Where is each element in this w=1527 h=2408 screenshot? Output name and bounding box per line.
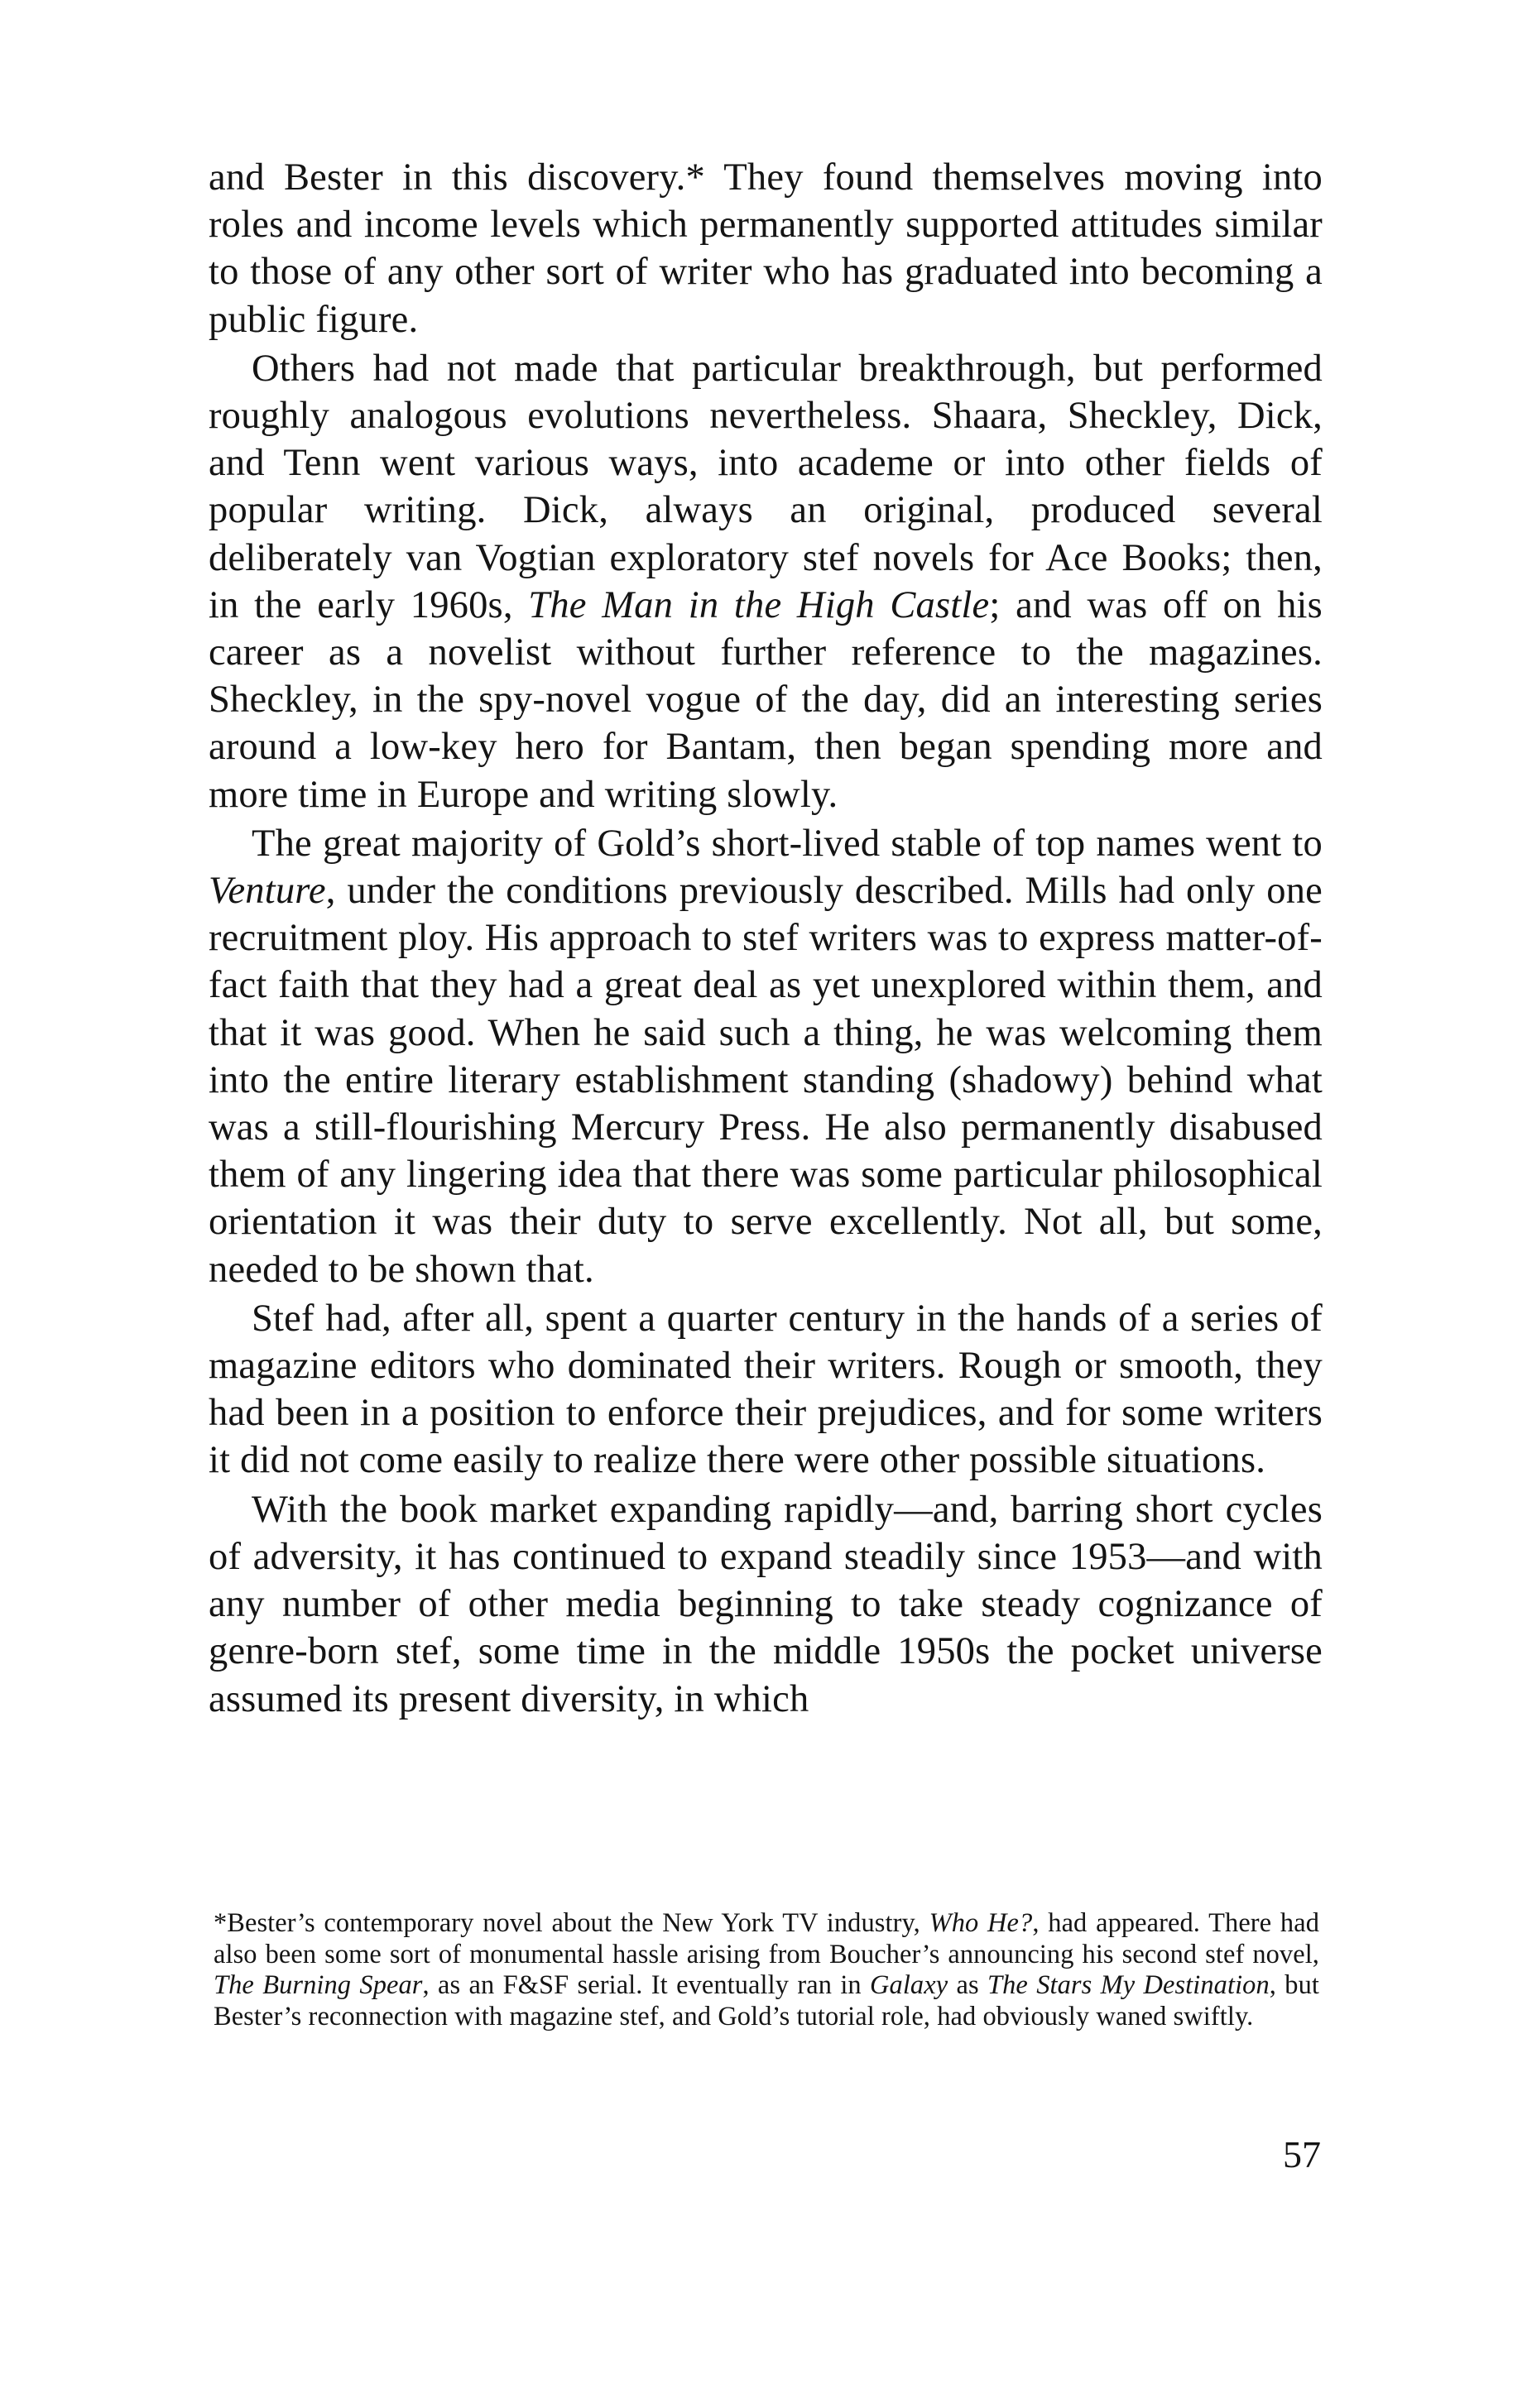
paragraph-2 — [209, 345, 1323, 818]
paragraph-2-text-a: Others had not made that particular breakthrough, but performed roughly analogous evolutions nevertheless. Shaara, Sheckley, Dick, and Tenn went various ways, into academe or into other fields of popular writing. Dick, always an original, produced several deliberately van Vogtian exploratory stef novels for Ace Books; then, in the early 1960s, — [209, 347, 1323, 626]
footnote-text-e: , but Bester’s reconnection with magazine stef, and Gold’s tutorial role, had obviously waned swiftly. — [214, 1970, 1319, 2031]
footnote — [214, 1908, 1319, 2032]
page-body — [209, 154, 1323, 1723]
paragraph-4 — [209, 1295, 1323, 1485]
magazine-title-galaxy: Galaxy — [870, 1970, 948, 2001]
paragraph-5-text: With the book market expanding rapidly—and, barring short cycles of adversity, it has continued to expand steadily since 1953—and with any number of other media beginning to take steady cognizance of genre-born stef, some time in the middle 1950s the pocket universe assumed its present diversity, in which — [209, 1488, 1323, 1720]
footnote-paragraph — [214, 1908, 1319, 2032]
magazine-title-venture: Venture — [209, 870, 326, 913]
book-title-man-in-the-high-castle: The Man in the High Castle — [528, 583, 990, 626]
book-title-who-he: Who He? — [929, 1908, 1033, 1938]
paragraph-3 — [209, 820, 1323, 1293]
footnote-text-d: as — [948, 1970, 987, 2001]
paragraph-5 — [209, 1486, 1323, 1723]
footnote-text-a: *Bester’s contemporary novel about the New York TV industry, — [214, 1908, 929, 1938]
paragraph-1 — [209, 154, 1323, 343]
book-title-stars-my-destination: The Stars My Destination — [987, 1970, 1270, 2001]
paragraph-3-text-a: The great majority of Gold’s short-lived stable of top names went to — [252, 822, 1323, 865]
footnote-text-b: , had appeared. There had also been some sort of monumental hassle arising from Boucher’s announcing his second stef novel, — [214, 1908, 1319, 1969]
book-title-burning-spear: The Burning Spear — [214, 1970, 423, 2001]
paragraph-3-text-b: , under the conditions previously described. Mills had only one recruitment ploy. His approach to stef writers was to express matter-of-fact faith that they had a great deal as yet unexplored within them, and that it was good. When he said such a thing, he was welcoming them into the entire literary establishment standing (shadowy) behind what was a still-flourishing Mercury Press. He also permanently disabused them of any lingering idea that there was some particular philosophical orientation it was their duty to serve excellently. Not all, but some, needed to be shown that. — [209, 870, 1323, 1291]
body-text — [209, 154, 1323, 1723]
page-number: 57 — [1283, 2133, 1321, 2175]
paragraph-4-text: Stef had, after all, spent a quarter century in the hands of a series of magazine editors who dominated their writers. Rough or smooth, they had been in a position to enforce their prejudices, and for some writers it did not come easily to realize there were other possible situations. — [209, 1297, 1323, 1482]
paragraph-1-text: and Bester in this discovery.* They found themselves moving into roles and income levels which permanently supported attitudes similar to those of any other sort of writer who has graduated into becoming a public figure. — [209, 156, 1323, 341]
paragraph-2-text-b: ; and was off on his career as a novelist without further reference to the magazines. Sheckley, in the spy-novel vogue of the day, did an interesting series around a low-key hero for Bantam, then began spending more and more time in Europe and writing slowly. — [209, 583, 1323, 816]
footnote-text-c: , as an F&SF serial. It eventually ran in — [422, 1970, 871, 2001]
